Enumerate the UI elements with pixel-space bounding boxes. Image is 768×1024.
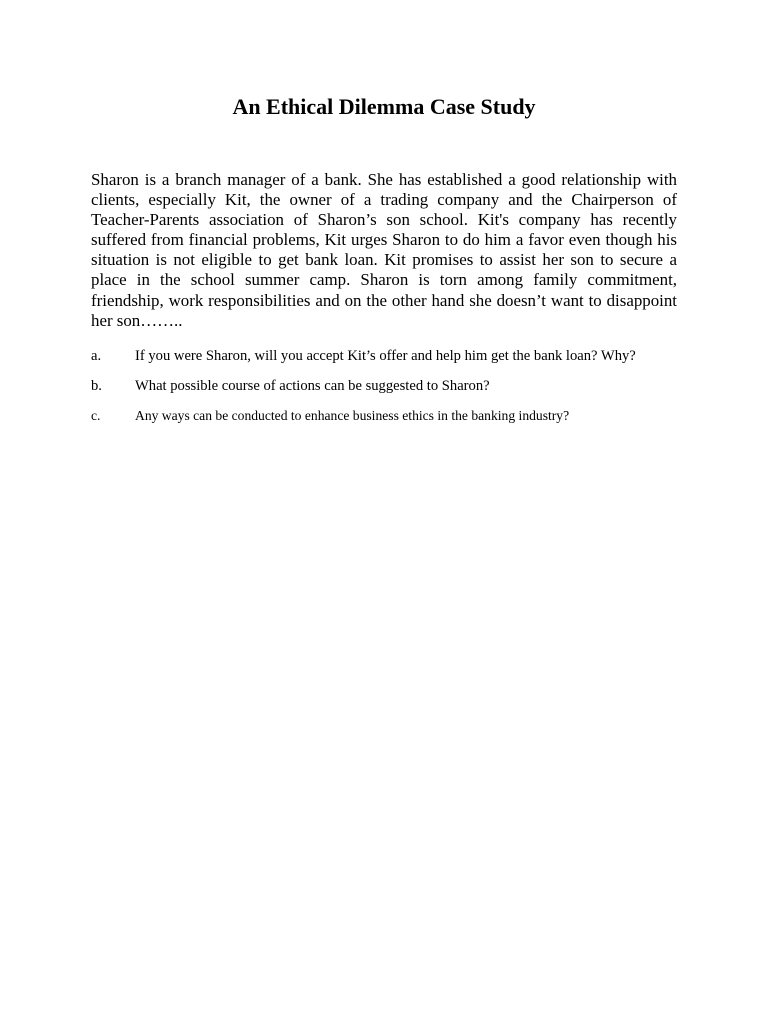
question-list	[91, 346, 691, 436]
document-title: An Ethical Dilemma Case Study	[232, 94, 536, 119]
question-item-a	[91, 346, 691, 376]
question-text: Any ways can be conducted to enhance business ethics in the banking industry?	[135, 408, 570, 423]
case-study-paragraph: Sharon is a branch manager of a bank. She has established a good relationship with clients, especially Kit, the owner of a trading company and the Chairperson of Teacher-Parents association of Sharon’s son school. Kit's company has recently suffered from financial problems, Kit urges Sharon to do him a favor even though his situation is not eligible to get bank loan. Kit promises to assist her son to secure a place in the school summer camp. Sharon is torn among family commitment, friendship, work responsibilities and on the other hand she doesn’t want to disappoint her son……..	[91, 170, 677, 330]
question-marker: a.	[91, 348, 102, 364]
question-marker: c.	[91, 408, 101, 423]
question-marker: b.	[91, 378, 102, 394]
question-item-c	[91, 406, 691, 436]
question-text: What possible course of actions can be suggested to Sharon?	[135, 378, 490, 394]
question-text: If you were Sharon, will you accept Kit’s offer and help him get the bank loan? Why?	[135, 348, 636, 364]
question-item-b	[91, 376, 691, 406]
